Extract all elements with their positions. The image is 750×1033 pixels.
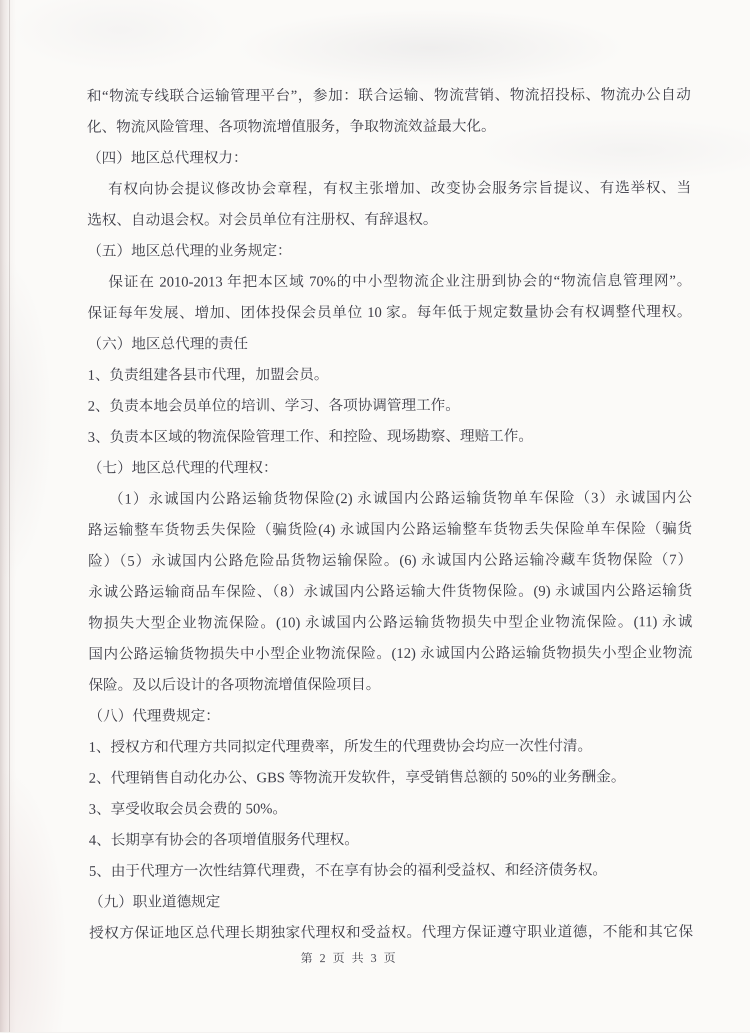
doc-line: 4、长期享有协会的各项增值服务代理权。	[89, 829, 693, 853]
doc-line: 路运输整车货物丢失保险（骗货险(4) 永诚国内公路运输整车货物丢失保险单车保险（骗货	[88, 519, 692, 543]
doc-line: 3、负责本区域的物流保险管理工作、和控险、现场勘察、理赔工作。	[88, 426, 692, 450]
section-heading: （七）地区总代理的代理权：	[88, 457, 692, 481]
doc-line: 1、负责组建各县市代理，加盟会员。	[88, 364, 692, 388]
doc-line: 险）（5）永诚国内公路危险品货物运输保险。(6) 永诚国内公路运输冷藏车货物保险（7）	[88, 550, 692, 574]
doc-line: 1、授权方和代理方共同拟定代理费率，所发生的代理费协会均应一次性付清。	[89, 736, 693, 760]
doc-line: （1）永诚国内公路运输货物保险(2) 永诚国内公路运输货物单车保险（3）永诚国内公	[88, 488, 692, 512]
doc-line: 国内公路运输货物损失中小型企业物流保险。(12) 永诚国内公路运输货物损失小型企业物流	[88, 643, 692, 667]
doc-line: 化、物流风险管理、各项物流增值服务，争取物流效益最大化。	[87, 116, 691, 140]
section-heading: （六）地区总代理的责任	[88, 333, 692, 357]
doc-line: 5、由于代理方一次性结算代理费，不在享有协会的福利受益权、和经济债务权。	[89, 860, 693, 884]
page-footer: 第 2 页 共 3 页	[89, 948, 609, 966]
doc-line: 保证每年发展、增加、团体投保会员单位 10 家。每年低于规定数量协会有权调整代理权。	[87, 302, 691, 326]
section-heading: （八）代理费规定：	[88, 705, 692, 729]
section-heading: （四）地区总代理权力：	[87, 147, 691, 171]
doc-line: 保证在 2010-2013 年把本区域 70%的中小型物流企业注册到协会的“物流信息管理网”。	[87, 271, 691, 295]
doc-line: 2、负责本地会员单位的培训、学习、各项协调管理工作。	[88, 395, 692, 419]
doc-line: 和“物流专线联合运输管理平台”，参加：联合运输、物流营销、物流招投标、物流办公自动	[87, 85, 691, 109]
doc-line: 有权向协会提议修改协会章程，有权主张增加、改变协会服务宗旨提议、有选举权、当	[87, 178, 691, 202]
doc-line: 3、享受收取会员会费的 50%。	[89, 798, 693, 822]
doc-line: 物损失大型企业物流保险。(10) 永诚国内公路运输货物损失中型企业物流保险。(11) 永诚	[88, 612, 692, 636]
doc-line: 2、代理销售自动化办公、GBS 等物流开发软件，享受销售总额的 50%的业务酬金。	[89, 767, 693, 791]
section-heading: （九）职业道德规定	[89, 891, 693, 915]
doc-line: 授权方保证地区总代理长期独家代理权和受益权。代理方保证遵守职业道德，不能和其它保	[89, 922, 693, 946]
section-heading: （五）地区总代理的业务规定：	[87, 240, 691, 264]
doc-line: 永诚公路运输商品车保险、（8）永诚国内公路运输大件货物保险。(9) 永诚国内公路运输货	[88, 581, 692, 605]
doc-line: 选权、自动退会权。对会员单位有注册权、有辞退权。	[87, 209, 691, 233]
doc-line: 保险。及以后设计的各项物流增值保险项目。	[88, 674, 692, 698]
